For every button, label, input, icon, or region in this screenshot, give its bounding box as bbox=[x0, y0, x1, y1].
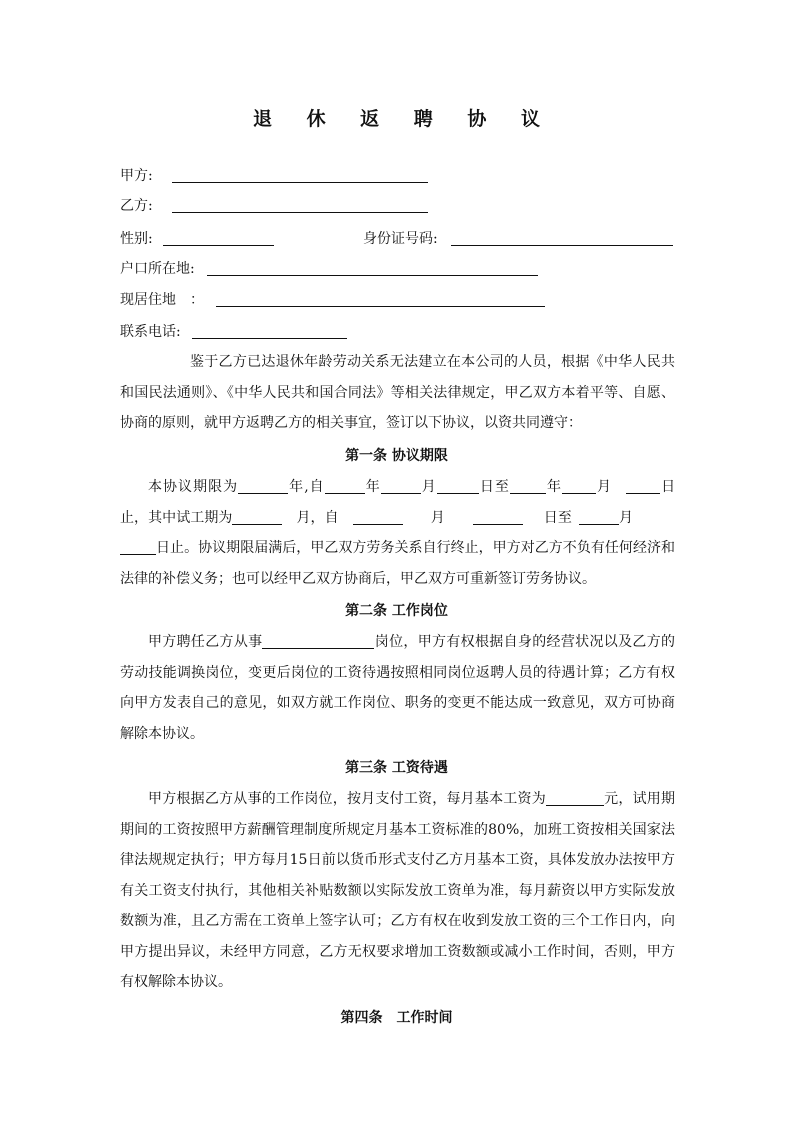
article-1-heading: 第一条 协议期限 bbox=[345, 448, 448, 464]
preamble-paragraph: 鉴于乙方已达退休年龄劳动关系无法建立在本公司的人员，根据《中华人民共和国民法通则》、《中华人民共和国合同法》等相关法律规定，甲乙双方本着平等、自愿、协商的原则，就甲方返聘乙方的相关事宜，签订以下协议，以资共同遵守： bbox=[120, 354, 675, 431]
article-1-paragraph bbox=[120, 472, 675, 594]
article-1-text: 年,自 bbox=[288, 479, 325, 495]
party-a-label: 甲方: bbox=[120, 168, 153, 184]
document-title: 退 休 返 聘 协 议 bbox=[252, 108, 555, 130]
trial-mid-blank[interactable] bbox=[473, 509, 523, 525]
term-years-blank[interactable] bbox=[238, 478, 288, 494]
article-3-text: 甲方根据乙方从事的工作岗位，按月支付工资，每月基本工资为 bbox=[148, 791, 546, 807]
end-year-blank[interactable] bbox=[510, 478, 546, 494]
id-number-row bbox=[363, 229, 438, 249]
hukou-label: 户口所在地: bbox=[120, 261, 195, 277]
phone-blank[interactable] bbox=[192, 338, 347, 339]
residence-row bbox=[120, 290, 204, 310]
party-b-label: 乙方: bbox=[120, 198, 153, 214]
article-1-text: 日至 bbox=[543, 509, 572, 526]
trial-end-day-blank[interactable] bbox=[120, 539, 156, 555]
article-1-text: 年 bbox=[545, 479, 562, 495]
base-salary-blank[interactable] bbox=[546, 790, 604, 806]
article-1-text: 月 bbox=[618, 509, 634, 526]
residence-label: 现居住地 ： bbox=[120, 292, 204, 308]
article-1-text: 月 bbox=[420, 479, 437, 495]
article-1-text: 本协议期限为 bbox=[148, 479, 239, 495]
article-4-heading: 第四条 工作时间 bbox=[340, 1010, 453, 1026]
party-a-blank[interactable] bbox=[172, 182, 428, 183]
start-day-blank[interactable] bbox=[437, 478, 479, 494]
article-1-text: 年 bbox=[364, 479, 381, 495]
id-number-blank[interactable] bbox=[451, 245, 673, 246]
article-1-text: 日至 bbox=[478, 479, 510, 495]
article-3-text: 元，试用期期间的工资按照甲方薪酬管理制度所规定月基本工资标准的80%，加班工资按相关国家法律法规规定执行；甲方每月15日前以货币形式支付乙方月基本工资，具体发放办法按甲方有关工资支付执行，其他相关补贴数额以实际发放工资单为准，每月薪资以甲方实际发放数额为准，且乙方需在工资单上签字认可；乙方有权在收到发放工资的三个工作日内，向甲方提出异议，未经甲方同意，乙方无权要求增加工资数额或减小工作时间，否则，甲方有权解除本协议。 bbox=[120, 791, 675, 990]
party-a-row bbox=[120, 166, 153, 186]
article-1-text: 日止，其中试工期为 bbox=[120, 479, 676, 526]
article-1-text: 月 bbox=[595, 479, 613, 495]
hukou-blank[interactable] bbox=[207, 275, 538, 276]
article-2-paragraph bbox=[120, 627, 675, 749]
start-month-blank[interactable] bbox=[381, 478, 421, 494]
residence-blank[interactable] bbox=[216, 306, 545, 307]
party-b-row bbox=[120, 196, 153, 216]
article-1-text: 月，自 bbox=[296, 509, 339, 526]
trial-end-month-blank[interactable] bbox=[579, 509, 619, 525]
gender-row bbox=[120, 229, 153, 249]
id-number-label: 身份证号码: bbox=[363, 231, 438, 247]
start-year-blank[interactable] bbox=[325, 478, 365, 494]
article-2-heading: 第二条 工作岗位 bbox=[345, 603, 448, 619]
trial-start-blank[interactable] bbox=[353, 509, 403, 525]
article-1-text: 月 bbox=[430, 509, 445, 526]
trial-period-blank[interactable] bbox=[232, 509, 282, 525]
gender-label: 性别: bbox=[120, 231, 153, 247]
article-2-text: 岗位，甲方有权根据自身的经营状况以及乙方的劳动技能调换岗位，变更后岗位的工资待遇按照相同岗位返聘人员的待遇计算；乙方有权向甲方发表自己的意见，如双方就工作岗位、职务的变更不能达成一致意见，双方可协商解除本协议。 bbox=[120, 634, 676, 742]
end-day-blank[interactable] bbox=[626, 478, 660, 494]
phone-label: 联系电话: bbox=[120, 324, 181, 340]
party-b-blank[interactable] bbox=[172, 212, 428, 213]
article-3-heading: 第三条 工资待遇 bbox=[345, 760, 448, 776]
hukou-row bbox=[120, 259, 195, 279]
article-3-paragraph bbox=[120, 784, 675, 998]
phone-row bbox=[120, 322, 181, 342]
gender-blank[interactable] bbox=[163, 245, 274, 246]
position-blank[interactable] bbox=[262, 633, 374, 649]
end-month-blank[interactable] bbox=[562, 478, 596, 494]
article-2-text: 甲方聘任乙方从事 bbox=[148, 634, 263, 650]
article-1-text: 日止。协议期限届满后，甲乙双方劳务关系自行终止，甲方对乙方不负有任何经济和法律的补偿义务；也可以经甲乙双方协商后，甲乙双方可重新签订劳务协议。 bbox=[120, 540, 675, 587]
